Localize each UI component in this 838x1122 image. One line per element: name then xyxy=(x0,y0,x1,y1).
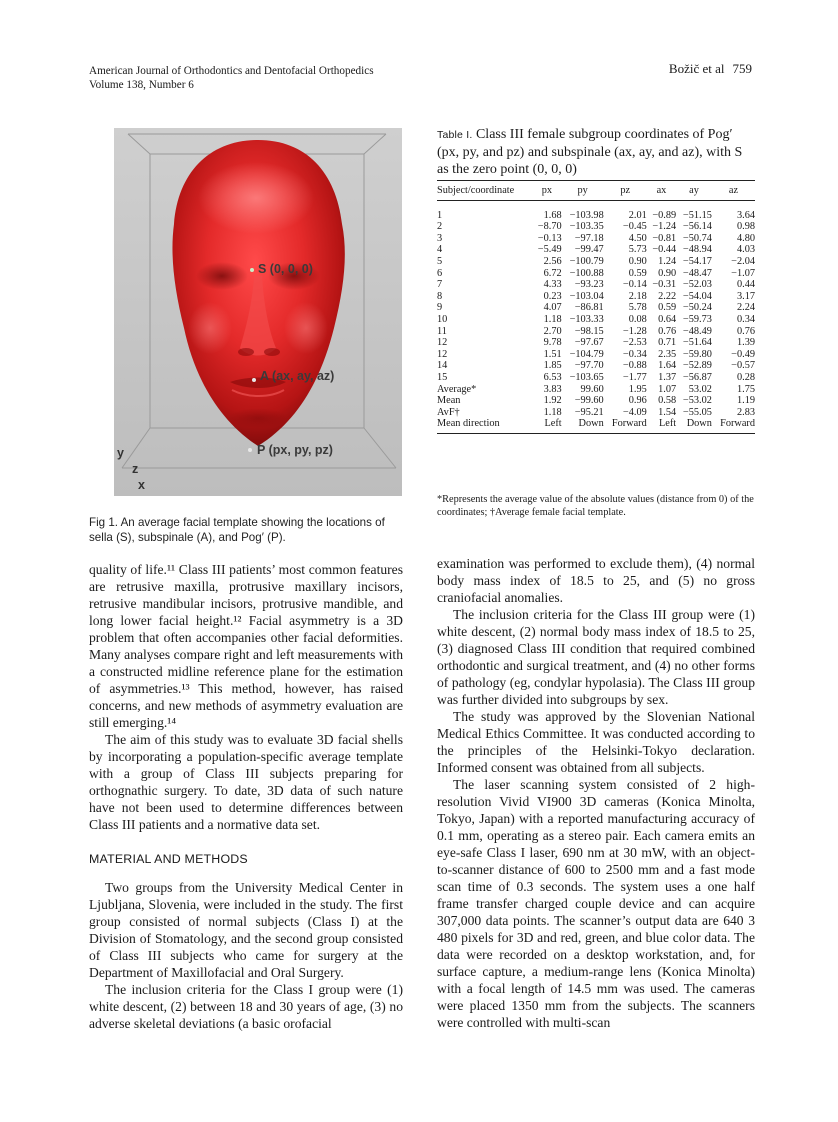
table-cell: 2.01 xyxy=(628,209,647,221)
table-cell: 99.60 xyxy=(580,383,604,395)
table-cell: 0.71 xyxy=(658,337,677,349)
table-cell: −103.35 xyxy=(569,221,604,233)
row-label: 5 xyxy=(437,255,443,267)
left-text-column xyxy=(89,561,403,1032)
row-label: Mean xyxy=(437,395,461,407)
subspinale-point xyxy=(252,378,256,382)
table-cell: 3.83 xyxy=(543,383,562,395)
axis-label-y: y xyxy=(117,446,124,460)
table-cell: −52.89 xyxy=(682,360,712,372)
row-label: 8 xyxy=(437,290,443,302)
table-cell: −0.13 xyxy=(537,232,562,244)
table-cell: −48.47 xyxy=(682,267,712,279)
pog-point xyxy=(248,448,252,452)
table-cell: 5.73 xyxy=(628,244,647,256)
journal-name: American Journal of Orthodontics and Dentofacial Orthopedics xyxy=(89,65,374,77)
row-label: 12 xyxy=(437,348,448,360)
row-label: 14 xyxy=(437,360,448,372)
table-cell: 4.50 xyxy=(628,232,647,244)
coordinates-table xyxy=(437,180,755,434)
table-cell: 3.64 xyxy=(736,209,755,221)
table-cell: 1.19 xyxy=(736,395,755,407)
table-row xyxy=(437,372,755,384)
table-row xyxy=(437,233,755,245)
row-label: 1 xyxy=(437,209,443,221)
table-cell: 6.53 xyxy=(543,371,562,383)
table-cell: 0.59 xyxy=(658,302,677,314)
table-cell: −0.31 xyxy=(652,279,677,291)
figure-caption: Fig 1. An average facial template showing the locations of sella (S), subspinale (A), and Pog′ (P). xyxy=(89,516,385,544)
table-row xyxy=(437,302,755,314)
table-cell: 0.96 xyxy=(628,395,647,407)
paragraph: The inclusion criteria for the Class III group were (1) white descent, (2) normal body mass index of 18.5 to 25, (3) diagnosed Class III condition that required combined orthodontic and surgical treatment, and (4) no other forms of pathology (eg, condylar hypolasia). The Class III group was further divided into subgroups by sex. xyxy=(437,607,755,707)
paragraph: quality of life.¹¹ Class III patients’ most common features are retrusive maxilla, protrusive maxillary incisors, retrusive mandibular incisors, protrusive mandible, and long lower facial height.¹² Facial asymmetry is a 3D problem that often accompanies other facial deformities. Many analyses compare right and left measurements with a constructed midline reference plane for the estimation of asymmetries.¹³ This method, however, has raised concerns, and new methods of asymmetry evaluation are still emerging.¹⁴ xyxy=(89,562,403,730)
journal-volume: Volume 138, Number 6 xyxy=(89,79,194,91)
table-cell: 0.08 xyxy=(628,313,647,325)
column-header: ay xyxy=(676,181,712,201)
table-cell: −0.45 xyxy=(622,221,647,233)
column-header: py xyxy=(562,181,604,201)
table-cell: −56.14 xyxy=(682,221,712,233)
table-cell: 1.85 xyxy=(543,360,562,372)
table-cell: −97.67 xyxy=(574,337,604,349)
table-cell: 9.78 xyxy=(543,337,562,349)
table-cell: 1.18 xyxy=(543,313,562,325)
table-cell: 1.75 xyxy=(736,383,755,395)
column-header: ax xyxy=(647,181,676,201)
table-row xyxy=(437,221,755,233)
table-cell: 1.51 xyxy=(543,348,562,360)
row-label: 11 xyxy=(437,325,447,337)
table-cell: −59.73 xyxy=(682,313,712,325)
table-cell: 2.18 xyxy=(628,290,647,302)
facial-template-figure xyxy=(114,128,402,496)
table-cell: −56.87 xyxy=(682,371,712,383)
table-cell: 2.83 xyxy=(736,406,755,418)
table-title: Class III female subgroup coordinates of Pog′ (px, py, and pz) and subspinale (ax, ay, and az), with S as the zero point (0, 0, 0) xyxy=(437,127,743,177)
table-cell: −97.70 xyxy=(574,360,604,372)
table-row xyxy=(437,279,755,291)
table-cell: −0.44 xyxy=(652,244,677,256)
label-sella: S (0, 0, 0) xyxy=(258,262,313,276)
paragraph: The study was approved by the Slovenian National Medical Ethics Committee. It was conducted according to the principles of the Helsinki-Tokyo declaration. Informed consent was obtained from all subjects. xyxy=(437,709,755,775)
table-cell: −0.14 xyxy=(622,279,647,291)
table-cell: 1.92 xyxy=(543,395,562,407)
table-cell: −52.03 xyxy=(682,279,712,291)
table-cell: −99.47 xyxy=(574,244,604,256)
table-row xyxy=(437,326,755,338)
column-header: az xyxy=(712,181,755,201)
table-row xyxy=(437,200,755,221)
table-cell: −0.81 xyxy=(652,232,677,244)
table-caption xyxy=(437,126,755,178)
row-label: 4 xyxy=(437,244,443,256)
row-label: 12 xyxy=(437,337,448,349)
axis-label-z: z xyxy=(132,462,139,476)
table-cell: 1.54 xyxy=(658,406,677,418)
table-cell: −97.18 xyxy=(574,232,604,244)
table-cell: Down xyxy=(562,418,604,433)
table-header-row xyxy=(437,181,755,201)
table-cell: −103.98 xyxy=(569,209,604,221)
table-cell: −48.49 xyxy=(682,325,712,337)
table-cell: 0.23 xyxy=(543,290,562,302)
table-row xyxy=(437,360,755,372)
column-header: Subject/coordinate xyxy=(437,181,532,201)
table-cell: 2.22 xyxy=(658,290,677,302)
table-cell: −2.53 xyxy=(622,337,647,349)
table-cell: 1.18 xyxy=(543,406,562,418)
table-cell: −103.33 xyxy=(569,313,604,325)
table-cell: −51.64 xyxy=(682,337,712,349)
table-cell: −50.24 xyxy=(682,302,712,314)
table-cell: −51.15 xyxy=(682,209,712,221)
paragraph: examination was performed to exclude them), (4) normal body mass index of 18.5 to 25, and (5) no gross craniofacial anomalies. xyxy=(437,556,755,605)
table-cell: 2.56 xyxy=(543,255,562,267)
table-cell: −98.15 xyxy=(574,325,604,337)
table-cell: −93.23 xyxy=(574,279,604,291)
table-cell: −0.34 xyxy=(622,348,647,360)
table-cell: −1.77 xyxy=(622,371,647,383)
table-cell: 5.78 xyxy=(628,302,647,314)
table-cell: Left xyxy=(647,418,676,433)
column-header: pz xyxy=(604,181,647,201)
row-label: Mean direction xyxy=(437,418,532,433)
table-cell: 0.28 xyxy=(736,371,755,383)
table-cell: −99.60 xyxy=(574,395,604,407)
row-label: 3 xyxy=(437,232,443,244)
paragraph: Two groups from the University Medical Center in Ljubljana, Slovenia, were included in the study. The first group consisted of normal subjects (Class I) at the Division of Stomatology, and the second group consisted of Class III subjects who came for surgery at the Department of Maxillofacial and Oral Surgery. xyxy=(89,880,403,980)
column-header: px xyxy=(532,181,561,201)
table-cell: −54.17 xyxy=(682,255,712,267)
table-row xyxy=(437,291,755,303)
page-header-right xyxy=(669,62,752,76)
table-cell: −4.09 xyxy=(622,406,647,418)
paragraph: The aim of this study was to evaluate 3D facial shells by incorporating a population-specific average template with a group of Class III subjects preparing for orthognathic surgery. To date, 3D data of such nature have not been used to determine differences between Class III patients and a normative data set. xyxy=(89,732,403,832)
section-heading: MATERIAL AND METHODS xyxy=(89,852,248,866)
table-cell: −86.81 xyxy=(574,302,604,314)
label-subspinale: A (ax, ay, az) xyxy=(260,369,335,383)
table-row xyxy=(437,384,755,396)
table-cell: Forward xyxy=(604,418,647,433)
table-cell: 0.59 xyxy=(628,267,647,279)
table-body xyxy=(437,200,755,433)
table-row xyxy=(437,418,755,433)
face-render-illustration xyxy=(114,128,402,496)
table-cell: 4.07 xyxy=(543,302,562,314)
table-cell: 4.03 xyxy=(736,244,755,256)
table-row xyxy=(437,407,755,419)
table-row xyxy=(437,244,755,256)
table-cell: −50.74 xyxy=(682,232,712,244)
table-cell: 1.39 xyxy=(736,337,755,349)
table-cell: −5.49 xyxy=(537,244,562,256)
table-cell: −1.07 xyxy=(731,267,755,279)
running-header xyxy=(89,64,374,92)
table-cell: −48.94 xyxy=(682,244,712,256)
table-cell: −1.24 xyxy=(652,221,677,233)
right-text-column xyxy=(437,555,755,1031)
table-cell: 0.58 xyxy=(658,395,677,407)
table-cell: −100.88 xyxy=(569,267,604,279)
table-cell: −0.88 xyxy=(622,360,647,372)
row-label: AvF† xyxy=(437,406,460,418)
table-cell: −0.49 xyxy=(731,348,755,360)
table-label: Table I. xyxy=(437,129,473,141)
row-label: 6 xyxy=(437,267,443,279)
left-eye-socket xyxy=(196,262,248,290)
table-cell: −0.89 xyxy=(652,209,677,221)
table-row xyxy=(437,256,755,268)
table-cell: Down xyxy=(676,418,712,433)
row-label: Average* xyxy=(437,383,477,395)
page-number: 759 xyxy=(732,61,752,76)
table-cell: −103.04 xyxy=(569,290,604,302)
axis-label-x: x xyxy=(138,478,145,492)
table-row xyxy=(437,337,755,349)
paragraph: The inclusion criteria for the Class I group were (1) white descent, (2) between 18 and 30 years of age, (3) no adverse skeletal deviations (a basic orofacial xyxy=(89,982,403,1031)
table-cell: 1.24 xyxy=(658,255,677,267)
table-cell: −55.05 xyxy=(682,406,712,418)
table-cell: 3.17 xyxy=(736,290,755,302)
table-cell: 1.95 xyxy=(628,383,647,395)
table-cell: 0.90 xyxy=(658,267,677,279)
table-cell: 2.24 xyxy=(736,302,755,314)
table-cell: Left xyxy=(532,418,561,433)
table-cell: −54.04 xyxy=(682,290,712,302)
table-cell: 0.44 xyxy=(736,279,755,291)
table-cell: 0.90 xyxy=(628,255,647,267)
table-cell: 1.07 xyxy=(658,383,677,395)
authors: Božič et al xyxy=(668,61,725,76)
table-row xyxy=(437,349,755,361)
table-cell: 0.34 xyxy=(736,313,755,325)
table-cell: 53.02 xyxy=(688,383,712,395)
table-cell: 2.35 xyxy=(658,348,677,360)
table-cell: 1.68 xyxy=(543,209,562,221)
table-cell: 4.80 xyxy=(736,232,755,244)
row-label: 10 xyxy=(437,313,448,325)
table-cell: −0.57 xyxy=(731,360,755,372)
row-label: 9 xyxy=(437,302,443,314)
table-cell: Forward xyxy=(712,418,755,433)
table-cell: 6.72 xyxy=(543,267,562,279)
table-cell: 0.98 xyxy=(736,221,755,233)
table-row xyxy=(437,268,755,280)
table-cell: 0.64 xyxy=(658,313,677,325)
table-cell: 2.70 xyxy=(543,325,562,337)
table-cell: −53.02 xyxy=(682,395,712,407)
table-cell: −2.04 xyxy=(731,255,755,267)
table-cell: −103.65 xyxy=(569,371,604,383)
table-cell: −104.79 xyxy=(569,348,604,360)
table-cell: 0.76 xyxy=(736,325,755,337)
table-row xyxy=(437,314,755,326)
table-row xyxy=(437,395,755,407)
table-cell: −1.28 xyxy=(622,325,647,337)
paragraph: The laser scanning system consisted of 2 high-resolution Vivid VI900 3D cameras (Konica Minolta, Tokyo, Japan) with a reported manufacturing accuracy of 0.1 mm, operating as a stereo pair. Each camera emits an eye-safe Class I laser, 690 nm at 30 mW, with an object-to-scanner distance of 600 to 2500 mm and a fast mode scan time of 0.3 seconds. The system uses a one half frame transfer charged couple device and can acquire 307,000 data points. The scanner’s output data are 640 3 480 pixels for 3D and red, green, and blue color data. The data were recorded on a desktop workstation, and, for surface capture, a medium-range lens (Konica Minolta) with a focal length of 14.5 mm was used. The cameras were placed 1350 mm from the subjects. The scanners were controlled with multi-scan xyxy=(437,777,755,1030)
table-footnote: *Represents the average value of the absolute values (distance from 0) of the coordinates; †Average female facial template. xyxy=(437,494,754,518)
row-label: 15 xyxy=(437,371,448,383)
table-cell: 4.33 xyxy=(543,279,562,291)
row-label: 7 xyxy=(437,279,443,291)
table-cell: −100.79 xyxy=(569,255,604,267)
sella-point xyxy=(250,268,254,272)
table-cell: 1.64 xyxy=(658,360,677,372)
table-cell: 0.76 xyxy=(658,325,677,337)
label-pog: P (px, py, pz) xyxy=(257,443,333,457)
table-cell: −59.80 xyxy=(682,348,712,360)
table-cell: −95.21 xyxy=(574,406,604,418)
row-label: 2 xyxy=(437,221,443,233)
table-cell: −8.70 xyxy=(537,221,562,233)
table-cell: 1.37 xyxy=(658,371,677,383)
